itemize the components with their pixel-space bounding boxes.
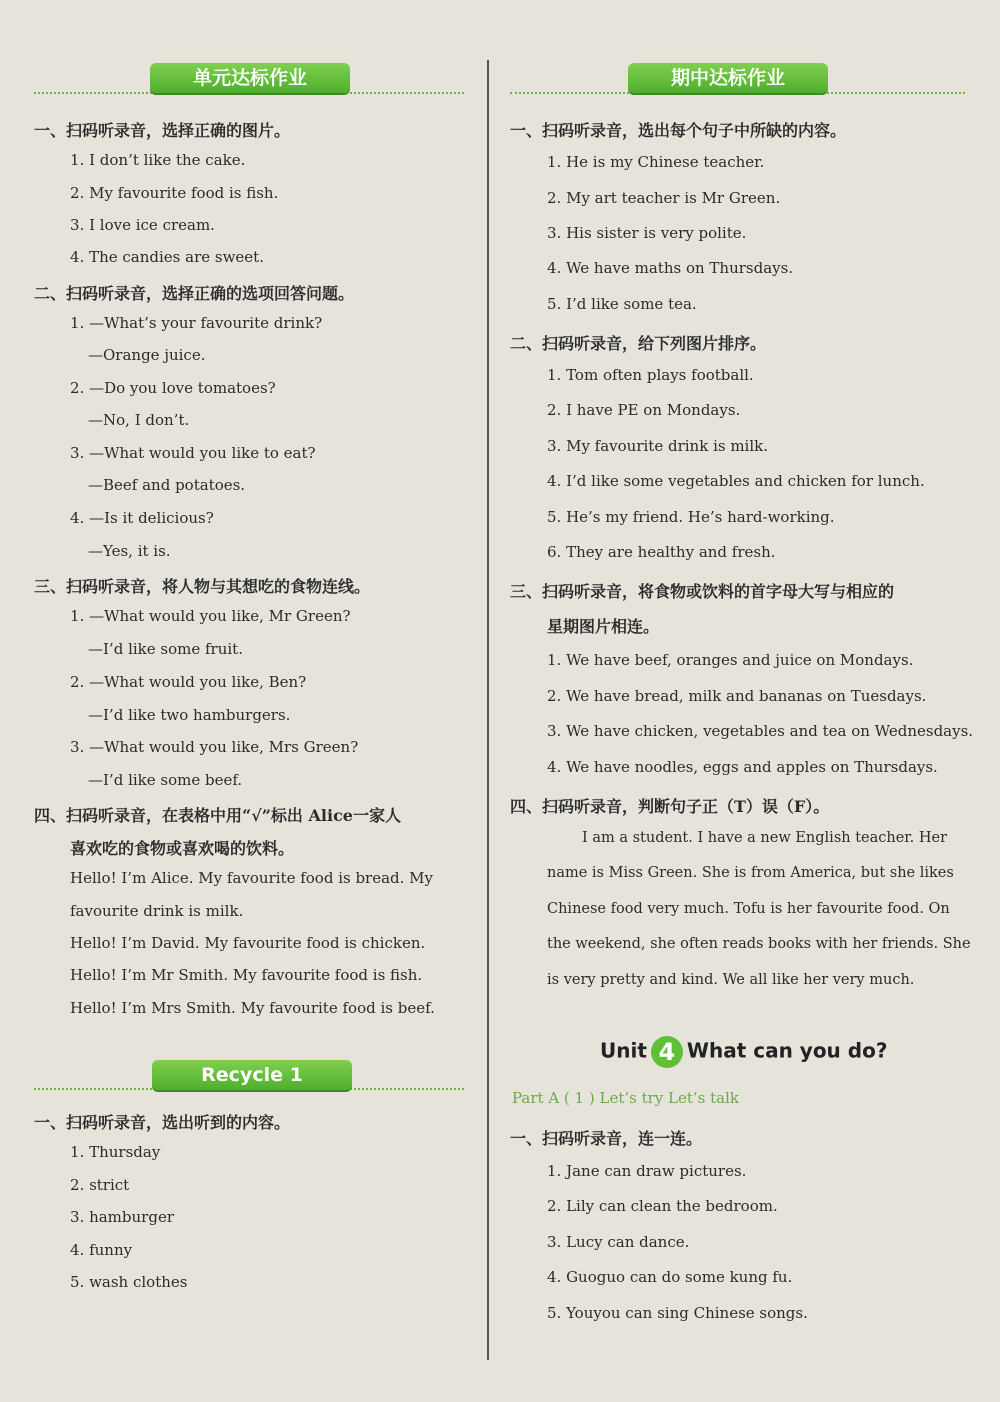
list-item: 2. I have PE on Mondays. [547,401,741,419]
list-item: 4. Guoguo can do some kung fu. [547,1268,793,1286]
list-item: —I’d like some fruit. [88,640,243,658]
list-item: 3. hamburger [70,1208,174,1226]
question-heading: 一、扫码听录音，选出听到的内容。 [34,1113,291,1132]
list-item: Hello! I’m Mr Smith. My favourite food is fish. [70,966,423,984]
list-item: 3. We have chicken, vegetables and tea on Wednesdays. [547,722,974,740]
recycle-header: Recycle 1 [152,1060,352,1090]
list-item: —No, I don’t. [88,411,190,429]
list-item: 1. Jane can draw pictures. [547,1162,747,1180]
list-item: 1. He is my Chinese teacher. [547,153,765,171]
question-heading: 四、扫码听录音，在表格中用“√”标出 Alice一家人 [34,806,401,825]
question-heading: 四、扫码听录音，判断句子正（T）误（F）。 [510,797,830,816]
unit-heading [600,1036,887,1068]
list-item: 3. —What would you like to eat? [70,444,316,462]
list-item: 3. I love ice cream. [70,216,215,234]
unit-exercise-header: 单元达标作业 [150,63,350,93]
list-item: Hello! I’m Mrs Smith. My favourite food is beef. [70,999,435,1017]
list-item: 6. They are healthy and fresh. [547,543,776,561]
list-item: 2. My favourite food is fish. [70,184,279,202]
list-item: Hello! I’m David. My favourite food is chicken. [70,934,426,952]
list-item: 5. Youyou can sing Chinese songs. [547,1304,808,1322]
list-item: 1. I don’t like the cake. [70,151,246,169]
passage-line: Chinese food very much. Tofu is her favourite food. On [547,901,950,917]
list-item: 1. We have beef, oranges and juice on Mondays. [547,651,914,669]
question-heading: 三、扫码听录音，将人物与其想吃的食物连线。 [34,577,371,596]
passage-line: I am a student. I have a new English teacher. Her [582,830,948,846]
question-heading: 一、扫码听录音，选择正确的图片。 [34,121,291,140]
list-item: 4. We have maths on Thursdays. [547,259,794,277]
list-item: —I’d like some beef. [88,771,243,789]
list-item: 3. Lucy can dance. [547,1233,690,1251]
list-item: 3. —What would you like, Mrs Green? [70,738,359,756]
list-item: 2. We have bread, milk and bananas on Tuesdays. [547,687,927,705]
list-item: 2. strict [70,1176,130,1194]
list-item: 1. Thursday [70,1143,161,1161]
list-item: —Beef and potatoes. [88,476,246,494]
passage-line: is very pretty and kind. We all like her very much. [547,972,915,988]
list-item: 4. I’d like some vegetables and chicken for lunch. [547,472,925,490]
list-item: 5. wash clothes [70,1273,188,1291]
list-item: —Orange juice. [88,346,206,364]
list-item: Hello! I’m Alice. My favourite food is bread. My [70,869,434,887]
question-heading: 一、扫码听录音，选出每个句子中所缺的内容。 [510,121,847,140]
unit-title: What can you do? [686,1038,888,1063]
question-heading: 二、扫码听录音，给下列图片排序。 [510,334,767,353]
part-label: Part A ( 1 ) Let’s try Let’s talk [512,1089,739,1107]
list-item: 1. —What’s your favourite drink? [70,314,323,332]
passage-line: the weekend, she often reads books with her friends. She [547,936,971,952]
question-heading-cont: 星期图片相连。 [547,617,660,636]
list-item: 3. His sister is very polite. [547,224,747,242]
list-item: 2. My art teacher is Mr Green. [547,189,781,207]
question-heading: 一、扫码听录音，连一连。 [510,1129,703,1148]
list-item: —I’d like two hamburgers. [88,706,291,724]
list-item: 4. The candies are sweet. [70,248,264,266]
list-item: —Yes, it is. [88,542,171,560]
column-divider [487,60,489,1360]
question-heading: 三、扫码听录音，将食物或饮料的首字母大写与相应的 [510,582,895,601]
list-item: 1. —What would you like, Mr Green? [70,607,351,625]
list-item: 2. Lily can clean the bedroom. [547,1197,778,1215]
list-item: 2. —Do you love tomatoes? [70,379,276,397]
question-heading-cont: 喜欢吃的食物或喜欢喝的饮料。 [70,839,295,858]
list-item: 4. We have noodles, eggs and apples on Thursdays. [547,758,938,776]
list-item: favourite drink is milk. [70,902,244,920]
question-heading: 二、扫码听录音，选择正确的选项回答问题。 [34,284,355,303]
list-item: 1. Tom often plays football. [547,366,754,384]
list-item: 4. funny [70,1241,133,1259]
midterm-header: 期中达标作业 [628,63,828,93]
list-item: 5. He’s my friend. He’s hard-working. [547,508,835,526]
list-item: 2. —What would you like, Ben? [70,673,307,691]
list-item: 4. —Is it delicious? [70,509,214,527]
unit-number-badge: 4 [651,1036,683,1068]
list-item: 3. My favourite drink is milk. [547,437,769,455]
unit-label: Unit [600,1038,647,1063]
passage-line: name is Miss Green. She is from America, but she likes [547,865,954,881]
list-item: 5. I’d like some tea. [547,295,697,313]
